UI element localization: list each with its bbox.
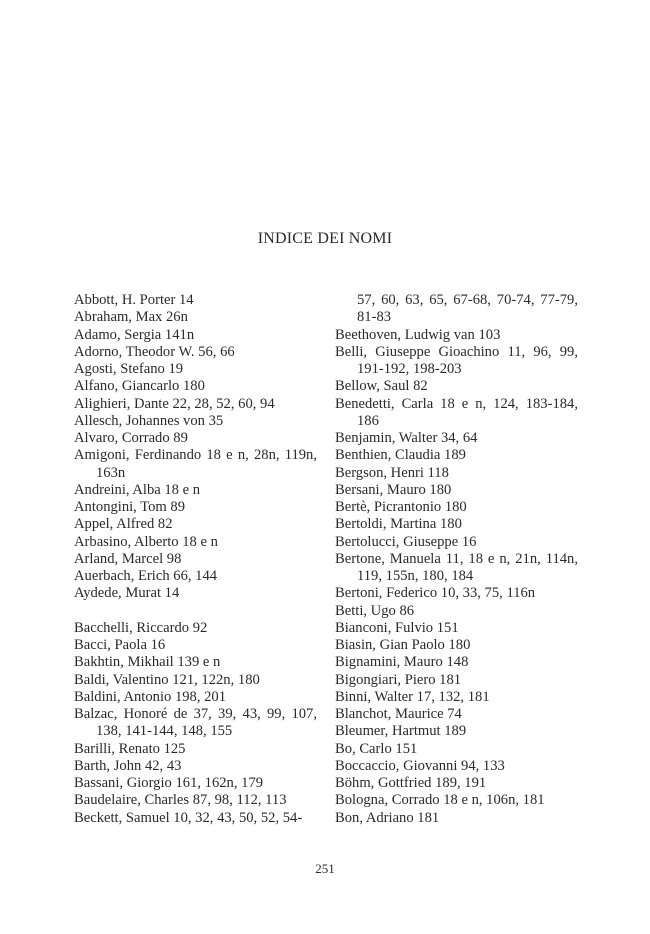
index-entry: Blanchot, Maurice 74 (335, 706, 462, 722)
index-entry: Amigoni, Ferdinando 18 e n, 28n, 119n, 163n (74, 447, 317, 481)
index-entry: Bertoldi, Martina 180 (335, 516, 462, 533)
index-entry: Bo, Carlo 151 (335, 740, 418, 757)
index-entry: Beckett, Samuel 10, 32, 43, 50, 52, 54- (74, 809, 303, 826)
index-entry: Belli, Giuseppe Gioachino 11, 96, 99, 191-192, 198-203 (335, 343, 578, 377)
index-entry: Antongini, Tom 89 (74, 499, 186, 515)
index-entry: Boccaccio, Giovanni 94, 133 (335, 757, 505, 774)
index-entry: Adorno, Theodor W. 56, 66 (74, 343, 235, 360)
index-entry: Baldini, Antonio 198, 201 (74, 688, 227, 705)
index-entry: Bellow, Saul 82 (335, 378, 428, 395)
letter-group-gap (74, 603, 317, 620)
index-entry: Agosti, Stefano 19 (74, 361, 184, 377)
index-entry: Allesch, Johannes von 35 (74, 412, 224, 429)
index-entry: Benedetti, Carla 18 e n, 124, 183-184, 186 (335, 395, 578, 429)
index-column-right (335, 292, 578, 827)
index-entry: Bleumer, Hartmut 189 (335, 723, 467, 740)
index-entry: Bakhtin, Mikhail 139 e n (74, 654, 221, 671)
index-entry: Benjamin, Walter 34, 64 (335, 430, 478, 446)
index-entry: Andreini, Alba 18 e n (74, 481, 201, 498)
index-entry: Biasin, Gian Paolo 180 (335, 637, 471, 653)
index-entry: Bologna, Corrado 18 e n, 106n, 181 (335, 792, 545, 809)
index-entry: Bertolucci, Giuseppe 16 (335, 533, 477, 550)
index-entry: Binni, Walter 17, 132, 181 (335, 688, 490, 705)
index-entry: Alighieri, Dante 22, 28, 52, 60, 94 (74, 395, 275, 412)
index-entry: Barilli, Renato 125 (74, 740, 186, 757)
index-entry: Bassani, Giorgio 161, 162n, 179 (74, 775, 264, 791)
index-entry: Bacchelli, Riccardo 92 (74, 619, 208, 636)
index-entry: Arland, Marcel 98 (74, 550, 182, 567)
index-entry: Alfano, Giancarlo 180 (74, 378, 205, 395)
index-entry: Bon, Adriano 181 (335, 809, 440, 826)
page-number: 251 (315, 861, 335, 876)
index-entry-continuation: 57, 60, 63, 65, 67-68, 70-74, 77-79, 81-83 (357, 292, 578, 326)
index-entry: Alvaro, Corrado 89 (74, 430, 188, 446)
index-entry: Bergson, Henri 118 (335, 464, 449, 481)
index-entry: Adamo, Sergia 141n (74, 326, 195, 343)
index-entry: Auerbach, Erich 66, 144 (74, 568, 218, 584)
index-entry: Betti, Ugo 86 (335, 602, 415, 619)
index-entry: Bignamini, Mauro 148 (335, 654, 469, 671)
index-entry: Barth, John 42, 43 (74, 757, 182, 774)
index-entry: Bertè, Picrantonio 180 (335, 499, 467, 515)
index-entry: Appel, Alfred 82 (74, 516, 173, 533)
index-entry: Bertone, Manuela 11, 18 e n, 21n, 114n, 119, 155n, 180, 184 (335, 550, 578, 584)
index-column-left (74, 292, 317, 827)
index-entry: Baldi, Valentino 121, 122n, 180 (74, 671, 260, 688)
index-entry: Bigongiari, Piero 181 (335, 671, 462, 688)
page-title: INDICE DEI NOMI (257, 230, 393, 247)
index-entry: Bianconi, Fulvio 151 (335, 619, 459, 636)
index-entry: Abbott, H. Porter 14 (74, 292, 194, 308)
index-entry: Arbasino, Alberto 18 e n (74, 533, 218, 550)
index-entry: Balzac, Honoré de 37, 39, 43, 99, 107, 138, 141-144, 148, 155 (74, 706, 317, 740)
index-entry: Baudelaire, Charles 87, 98, 112, 113 (74, 792, 287, 809)
index-entry: Bertoni, Federico 10, 33, 75, 116n (335, 585, 536, 602)
index-entry: Beethoven, Ludwig van 103 (335, 326, 501, 343)
index-entry: Abraham, Max 26n (74, 309, 188, 326)
index-entry: Böhm, Gottfried 189, 191 (335, 775, 487, 791)
index-entry: Bersani, Mauro 180 (335, 481, 452, 498)
index-entry: Bacci, Paola 16 (74, 637, 166, 653)
index-entry: Aydede, Murat 14 (74, 585, 180, 602)
index-entry: Benthien, Claudia 189 (335, 447, 466, 464)
